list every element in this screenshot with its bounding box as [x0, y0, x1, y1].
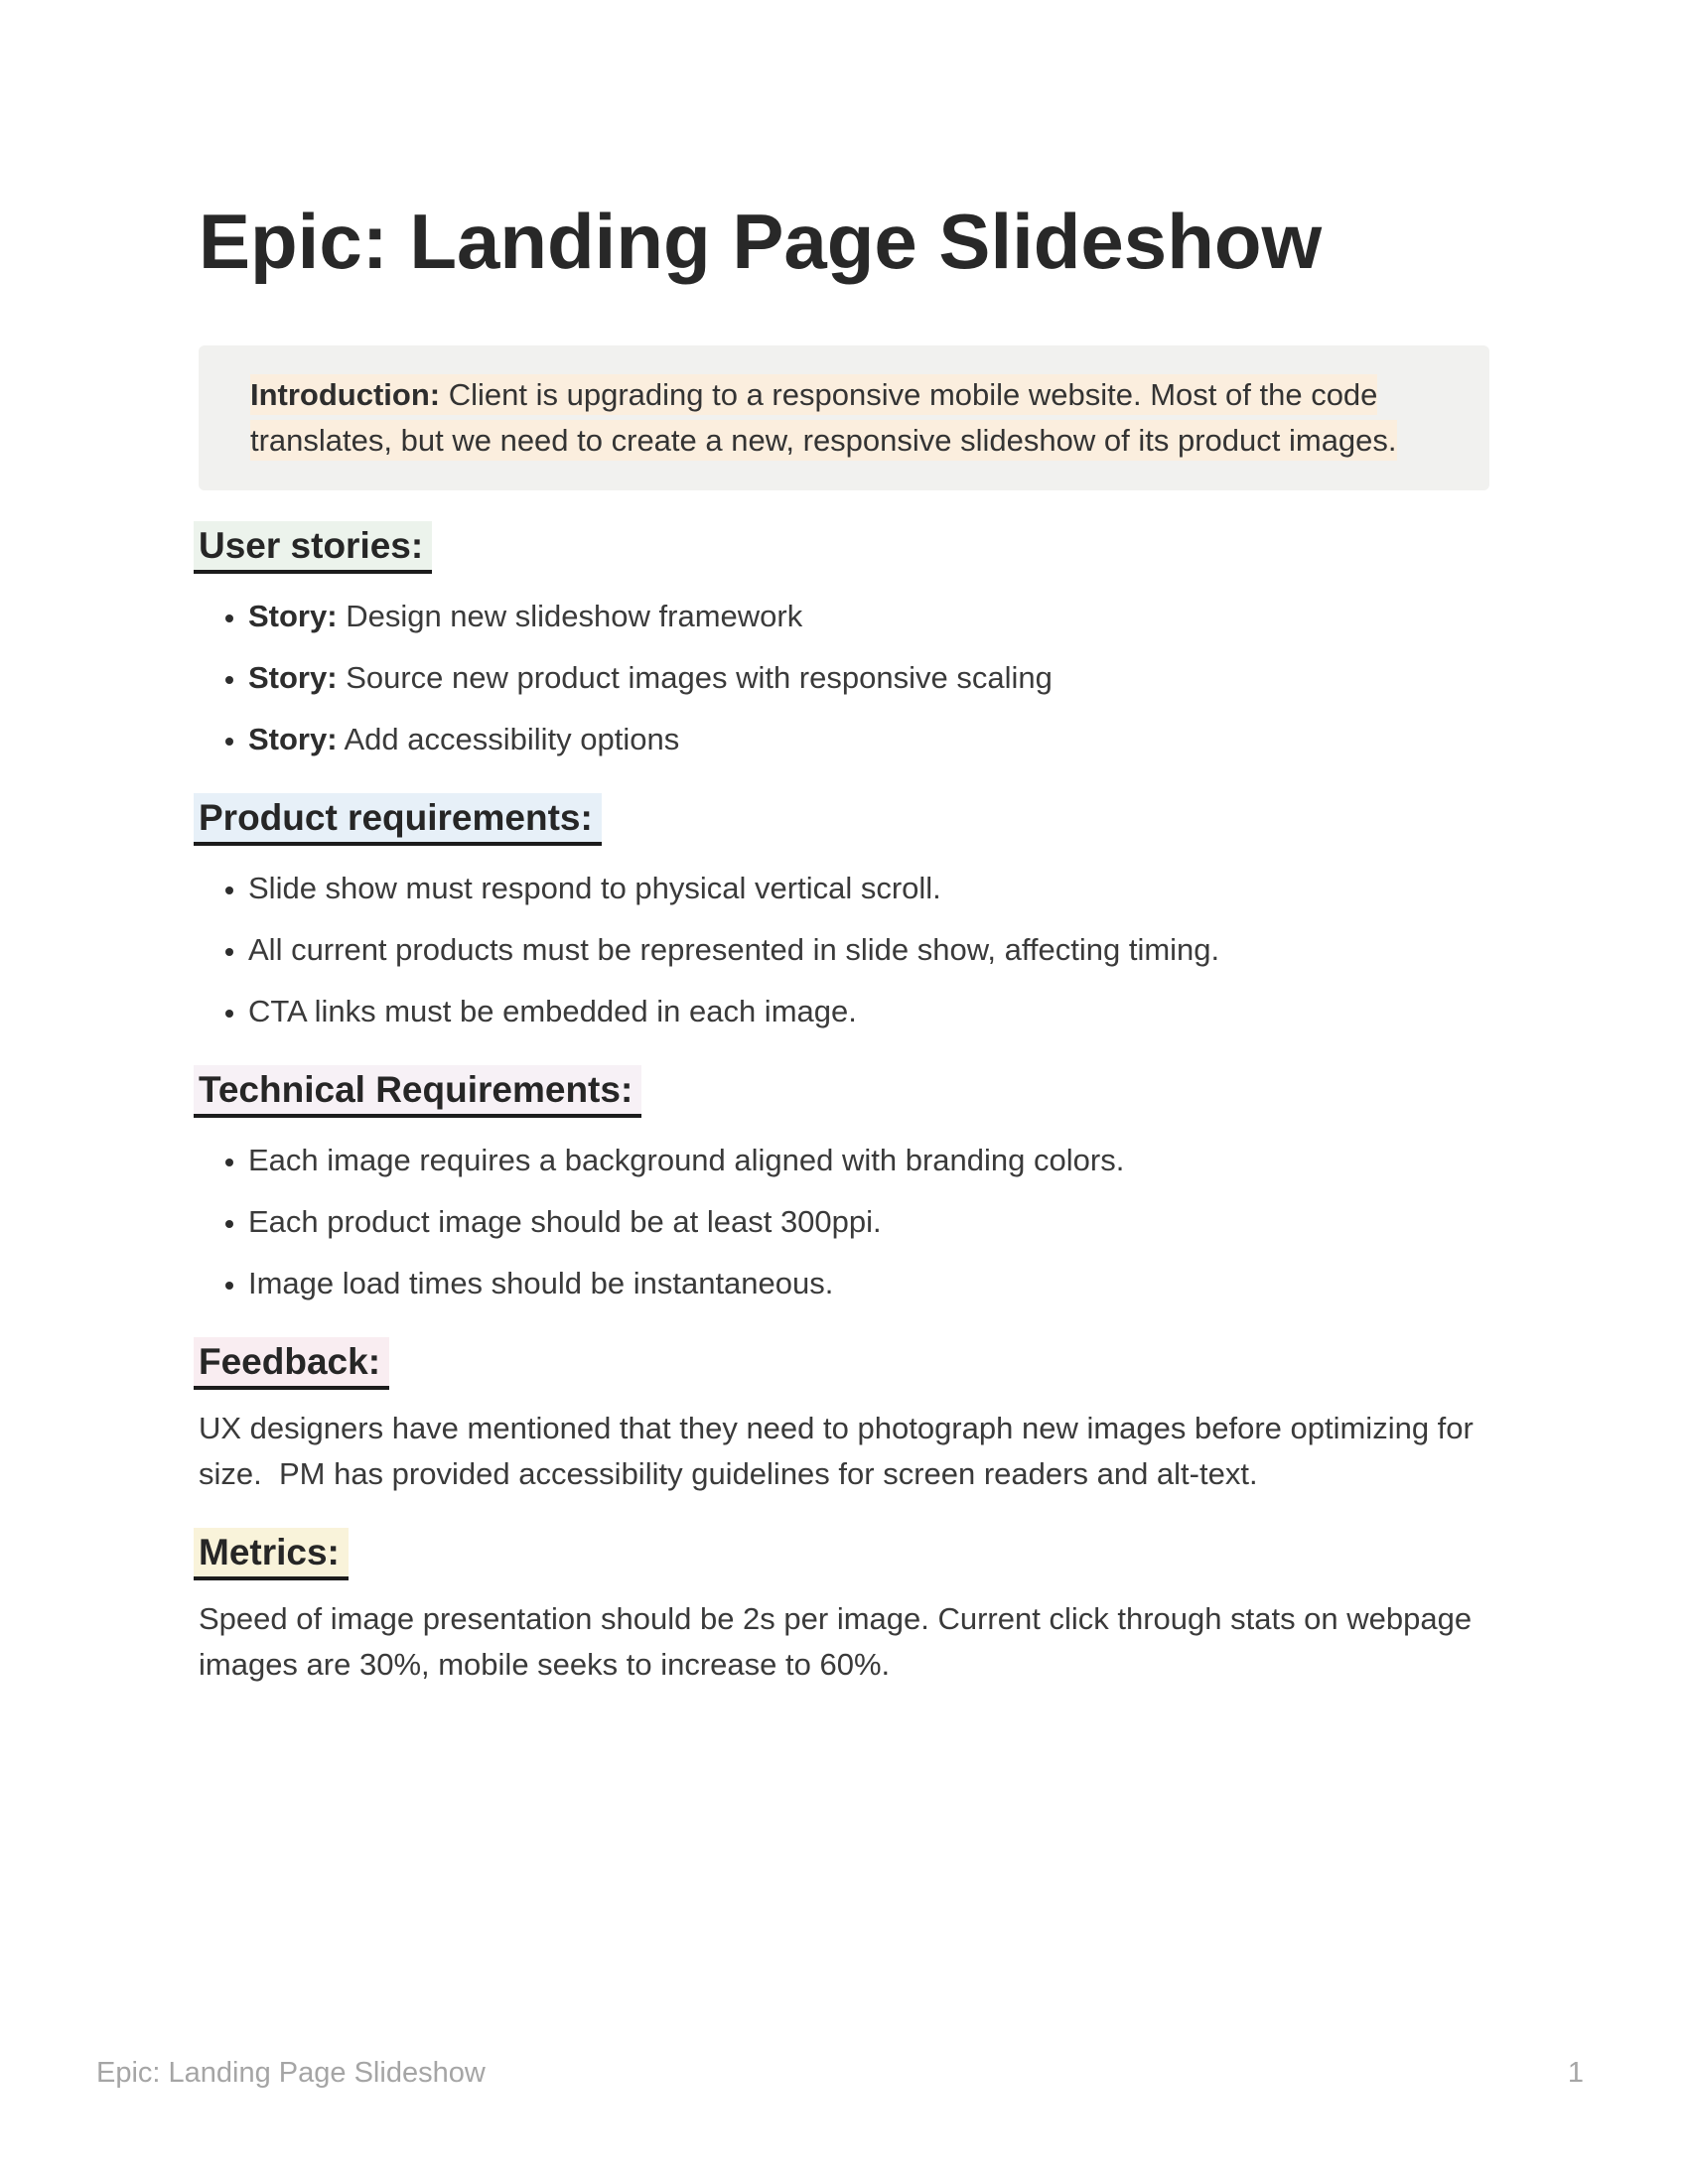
list-item — [248, 927, 1489, 973]
footer-document-title: Epic: Landing Page Slideshow — [96, 2057, 486, 2089]
intro-text: Client is upgrading to a responsive mobile website. Most of the code translates, but we need to create a new, responsive slideshow of its product images. — [250, 377, 1397, 458]
bullet-text: Each product image should be at least 300ppi. — [248, 1204, 882, 1239]
feedback-paragraph: UX designers have mentioned that they need to photograph new images before optimizing for size. PM has provided accessibility guidelines for screen readers and alt-text. — [199, 1411, 1482, 1491]
list-item — [248, 717, 1489, 762]
intro-paragraph — [250, 372, 1438, 464]
section-heading-user-stories — [199, 522, 1489, 570]
list-item — [248, 1138, 1489, 1183]
heading-highlight: User stories: — [194, 521, 432, 574]
bullet-text: Image load times should be instantaneous. — [248, 1266, 834, 1300]
bullet-label: Story: — [248, 722, 338, 756]
bullet-label: Story: — [248, 660, 338, 695]
section-heading-technical-requirements — [199, 1066, 1489, 1114]
list-item — [248, 655, 1489, 701]
list-item — [248, 1261, 1489, 1306]
bullet-text: CTA links must be embedded in each image. — [248, 994, 857, 1028]
technical-requirements-list — [199, 1138, 1489, 1306]
bullet-label: Story: — [248, 599, 338, 633]
bullet-text: Add accessibility options — [337, 722, 680, 756]
intro-callout — [199, 345, 1489, 490]
bullet-text: Each image requires a background aligned with branding colors. — [248, 1143, 1125, 1177]
list-item — [248, 1199, 1489, 1245]
intro-label: Introduction: — [250, 377, 441, 412]
intro-highlight — [250, 374, 1397, 461]
heading-highlight: Feedback: — [194, 1337, 389, 1390]
bullet-text: Slide show must respond to physical vertical scroll. — [248, 871, 941, 905]
section-heading-metrics — [199, 1529, 1489, 1576]
page-title: Epic: Landing Page Slideshow — [199, 198, 1323, 285]
metrics-paragraph: Speed of image presentation should be 2s per image. Current click through stats on webpage images are 30%, mobile seeks to increase to 60%. — [199, 1601, 1480, 1682]
product-requirements-list — [199, 866, 1489, 1034]
footer-page-number: 1 — [1567, 2057, 1584, 2089]
heading-highlight: Technical Requirements: — [194, 1065, 641, 1118]
bullet-text: Source new product images with responsive scaling — [337, 660, 1053, 695]
page-footer — [96, 2057, 1584, 2090]
heading-highlight: Metrics: — [194, 1528, 349, 1580]
list-item — [248, 989, 1489, 1034]
bullet-text: Design new slideshow framework — [337, 599, 803, 633]
bullet-text: All current products must be represented in slide show, affecting timing. — [248, 932, 1220, 967]
user-stories-list — [199, 594, 1489, 762]
section-heading-product-requirements — [199, 794, 1489, 842]
list-item — [248, 866, 1489, 911]
heading-highlight: Product requirements: — [194, 793, 602, 846]
section-heading-feedback — [199, 1338, 1489, 1386]
list-item — [248, 594, 1489, 639]
